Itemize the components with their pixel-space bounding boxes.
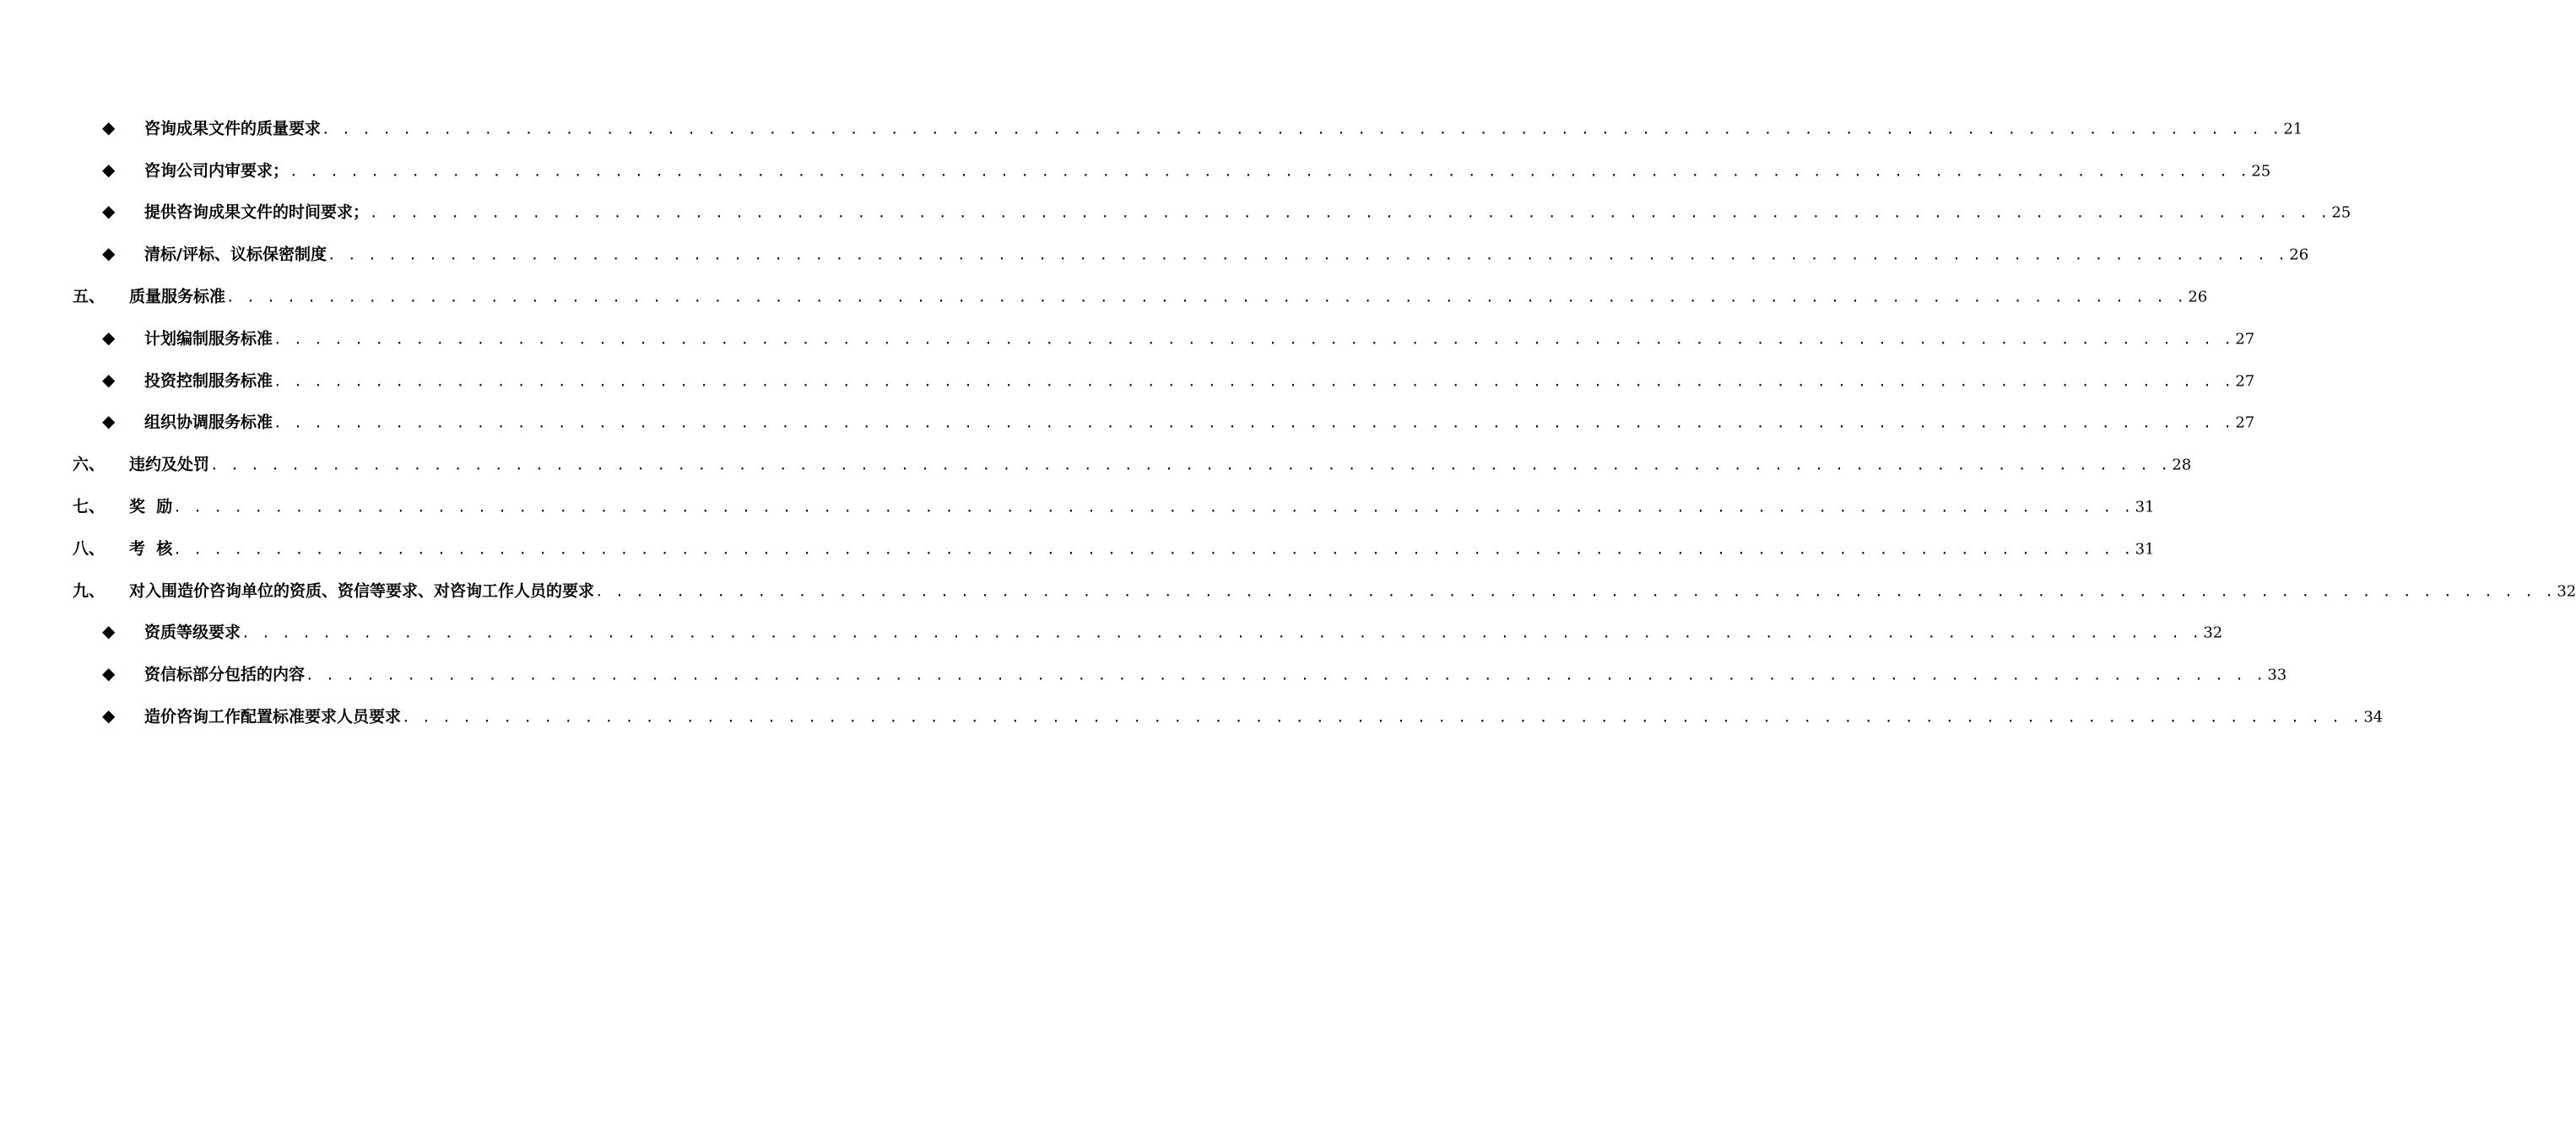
toc-entry-page-number: 32: [2557, 582, 2576, 601]
toc-entry-title: 质量服务标准: [129, 287, 226, 306]
dot-leader: . . . . . . . . . . . . . . . . . . . . . . . . . . . . . . . . . . . . . . . . . . . . . . . . . . . . . . . . . . . . . . . . . . . . . . . . . . . . . . . . . . . . . . . . . . . . . . . . .: [322, 121, 2282, 138]
dot-leader: . . . . . . . . . . . . . . . . . . . . . . . . . . . . . . . . . . . . . . . . . . . . . . . . . . . . . . . . . . . . . . . . . . . . . . . . . . . . . . . . . . . . . . . . . . . . . . . . .: [370, 204, 2330, 221]
diamond-bullet-icon: ◆: [102, 705, 116, 726]
toc-entry[interactable]: [0, 316, 2255, 359]
toc-entry-title: 造价咨询工作配置标准要求人员要求: [144, 707, 402, 726]
section-number: 八、: [73, 539, 106, 559]
dot-leader: . . . . . . . . . . . . . . . . . . . . . . . . . . . . . . . . . . . . . . . . . . . . . . . . . . . . . . . . . . . . . . . . . . . . . . . . . . . . . . . . . . . . . . . . . . . . . . . . .: [226, 289, 2187, 305]
toc-entry-title: 计划编制服务标准: [144, 329, 273, 348]
toc-entry[interactable]: [0, 359, 2255, 401]
toc-entry-page-number: 21: [2283, 120, 2303, 138]
toc-entry-page-number: 26: [2188, 288, 2208, 306]
dot-leader: . . . . . . . . . . . . . . . . . . . . . . . . . . . . . . . . . . . . . . . . . . . . . . . . . . . . . . . . . . . . . . . . . . . . . . . . . . . . . . . . . . . . . . . . . . . . . . . . .: [306, 667, 2266, 683]
toc-entry-page-number: 25: [2251, 162, 2271, 181]
toc-entry[interactable]: [0, 148, 2271, 191]
toc-entry-line: [129, 494, 2155, 517]
diamond-bullet-icon: ◆: [102, 663, 116, 684]
toc-entry-line: [144, 620, 2223, 643]
toc-entry[interactable]: [0, 274, 2208, 316]
toc-entry-line: [144, 410, 2255, 433]
diamond-bullet-icon: ◆: [102, 116, 116, 138]
toc-entry-line: [144, 116, 2303, 138]
toc-entry-line: [129, 284, 2208, 307]
toc-entry[interactable]: [0, 401, 2255, 443]
toc-entry-page-number: 27: [2235, 330, 2255, 348]
toc-entry-title: 资质等级要求: [144, 623, 241, 642]
toc-entry-page-number: 31: [2135, 540, 2155, 559]
toc-entry-line: [144, 242, 2309, 265]
toc-entry-line: [144, 326, 2255, 348]
toc-entry[interactable]: [0, 694, 2384, 737]
dot-leader: . . . . . . . . . . . . . . . . . . . . . . . . . . . . . . . . . . . . . . . . . . . . . . . . . . . . . . . . . . . . . . . . . . . . . . . . . . . . . . . . . . . . . . . . . . . . . . . . .: [327, 246, 2288, 263]
toc-entry[interactable]: [0, 232, 2309, 274]
table-of-contents: [0, 106, 2576, 737]
toc-entry-page-number: 27: [2235, 413, 2255, 432]
diamond-bullet-icon: ◆: [102, 201, 116, 222]
toc-entry-page-number: 26: [2289, 246, 2309, 264]
toc-entry-title: 提供咨询成果文件的时间要求；: [144, 202, 370, 222]
toc-entry[interactable]: [0, 611, 2223, 653]
dot-leader: . . . . . . . . . . . . . . . . . . . . . . . . . . . . . . . . . . . . . . . . . . . . . . . . . . . . . . . . . . . . . . . . . . . . . . . . . . . . . . . . . . . . . . . . . . . . . . . . .: [273, 331, 2234, 348]
diamond-bullet-icon: ◆: [102, 411, 116, 432]
toc-entry-title: 清标/评标、议标保密制度: [144, 245, 327, 264]
toc-entry-line: [144, 705, 2384, 727]
toc-entry-line: [129, 578, 2576, 601]
toc-entry-title: 对入围造价咨询单位的资质、资信等要求、对咨询工作人员的要求: [129, 581, 595, 601]
dot-leader: . . . . . . . . . . . . . . . . . . . . . . . . . . . . . . . . . . . . . . . . . . . . . . . . . . . . . . . . . . . . . . . . . . . . . . . . . . . . . . . . . . . . . . . . . . . . . . . . .: [241, 624, 2202, 641]
toc-entry[interactable]: [0, 569, 2576, 611]
toc-entry-title: 组织协调服务标准: [144, 413, 273, 432]
toc-entry-title: 考 核: [129, 539, 173, 559]
dot-leader: . . . . . . . . . . . . . . . . . . . . . . . . . . . . . . . . . . . . . . . . . . . . . . . . . . . . . . . . . . . . . . . . . . . . . . . . . . . . . . . . . . . . . . . . . . . . . . . . .: [273, 373, 2234, 390]
diamond-bullet-icon: ◆: [102, 369, 116, 390]
toc-entry-page-number: 25: [2331, 203, 2351, 222]
toc-entry-line: [144, 158, 2271, 181]
dot-leader: . . . . . . . . . . . . . . . . . . . . . . . . . . . . . . . . . . . . . . . . . . . . . . . . . . . . . . . . . . . . . . . . . . . . . . . . . . . . . . . . . . . . . . . . . . . . . . . . .: [173, 541, 2134, 558]
toc-entry[interactable]: [0, 106, 2303, 148]
toc-entry-page-number: 27: [2235, 372, 2255, 391]
toc-entry-title: 违约及处罚: [129, 455, 210, 474]
toc-entry-page-number: 34: [2363, 708, 2384, 726]
toc-entry-page-number: 31: [2135, 498, 2155, 516]
dot-leader: . . . . . . . . . . . . . . . . . . . . . . . . . . . . . . . . . . . . . . . . . . . . . . . . . . . . . . . . . . . . . . . . . . . . . . . . . . . . . . . . . . . . . . . . . . . . . . . . .: [273, 414, 2234, 431]
toc-entry[interactable]: [0, 484, 2155, 526]
diamond-bullet-icon: ◆: [102, 243, 116, 264]
toc-entry[interactable]: [0, 652, 2287, 694]
section-number: 七、: [73, 497, 106, 516]
toc-entry-title: 资信标部分包括的内容: [144, 665, 306, 684]
dot-leader: . . . . . . . . . . . . . . . . . . . . . . . . . . . . . . . . . . . . . . . . . . . . . . . . . . . . . . . . . . . . . . . . . . . . . . . . . . . . . . . . . . . . . . . . . . . . . . . . .: [595, 583, 2556, 600]
dot-leader: . . . . . . . . . . . . . . . . . . . . . . . . . . . . . . . . . . . . . . . . . . . . . . . . . . . . . . . . . . . . . . . . . . . . . . . . . . . . . . . . . . . . . . . . . . . . . . . . .: [402, 709, 2362, 726]
toc-entry-title: 咨询成果文件的质量要求: [144, 119, 322, 138]
toc-entry-line: [144, 200, 2351, 223]
dot-leader: . . . . . . . . . . . . . . . . . . . . . . . . . . . . . . . . . . . . . . . . . . . . . . . . . . . . . . . . . . . . . . . . . . . . . . . . . . . . . . . . . . . . . . . . . . . . . . . . .: [290, 163, 2250, 180]
toc-entry[interactable]: [0, 191, 2351, 233]
section-number: 六、: [73, 455, 106, 474]
toc-entry-title: 奖 励: [129, 497, 173, 516]
diamond-bullet-icon: ◆: [102, 327, 116, 348]
dot-leader: . . . . . . . . . . . . . . . . . . . . . . . . . . . . . . . . . . . . . . . . . . . . . . . . . . . . . . . . . . . . . . . . . . . . . . . . . . . . . . . . . . . . . . . . . . . . . . . . .: [173, 499, 2134, 516]
toc-entry-page-number: 28: [2172, 456, 2192, 474]
toc-entry-line: [144, 662, 2287, 685]
toc-entry-title: 咨询公司内审要求；: [144, 161, 290, 181]
diamond-bullet-icon: ◆: [102, 159, 116, 180]
toc-entry-line: [144, 368, 2255, 391]
toc-entry[interactable]: [0, 442, 2192, 484]
dot-leader: . . . . . . . . . . . . . . . . . . . . . . . . . . . . . . . . . . . . . . . . . . . . . . . . . . . . . . . . . . . . . . . . . . . . . . . . . . . . . . . . . . . . . . . . . . . . . . . . .: [210, 456, 2171, 473]
diamond-bullet-icon: ◆: [102, 621, 116, 642]
toc-entry-title: 投资控制服务标准: [144, 371, 273, 391]
section-number: 九、: [73, 581, 106, 601]
toc-entry-line: [129, 536, 2155, 559]
toc-entry-page-number: 33: [2267, 666, 2287, 684]
section-number: 五、: [73, 287, 106, 306]
toc-entry-line: [129, 452, 2192, 475]
toc-entry-page-number: 32: [2203, 624, 2223, 642]
toc-entry[interactable]: [0, 526, 2155, 569]
